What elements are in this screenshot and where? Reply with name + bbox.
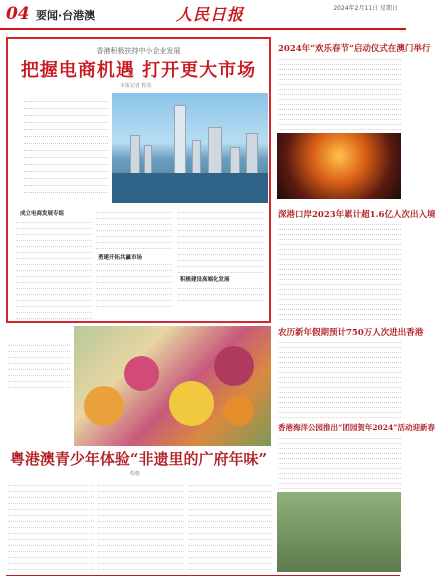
- story-ocean-park-headline[interactable]: 香港海洋公园推出“团园贺年2024”活动迎新春: [278, 423, 435, 432]
- article-kicker: 香港积极扶持中小企业发展: [96, 47, 181, 55]
- bottom-article-byline: 程俊: [130, 471, 141, 477]
- story-hk-holiday-headline[interactable]: 农历新年假期预计750万人次进出香港: [278, 328, 424, 338]
- article-column-2: [96, 207, 172, 307]
- newspaper-logo: 人民日报: [176, 5, 245, 24]
- flower-photo-caption: [8, 340, 70, 388]
- festival-stage-photo: [277, 133, 401, 199]
- flower-market-photo: [74, 326, 271, 446]
- article-byline: 本报记者 程英: [120, 83, 152, 89]
- masthead: [0, 0, 406, 30]
- article-column-3: [178, 207, 264, 301]
- story-macau-spring-festival-headline[interactable]: 2024年“欢乐春节”启动仪式在澳门举行: [278, 44, 431, 54]
- subhead-1: 成立电商发展专组: [20, 211, 65, 217]
- article-headline[interactable]: 把握电商机遇 打开更大市场: [20, 60, 257, 81]
- story-port-body: [278, 220, 401, 320]
- section-title: 要闻·台港澳: [36, 9, 96, 22]
- article-lede: [24, 95, 108, 193]
- story-macau-body: [278, 55, 401, 130]
- bottom-article-column-3: [188, 480, 272, 570]
- ocean-park-photo: [277, 492, 401, 572]
- page-number: 04: [6, 4, 30, 24]
- bottom-article-headline[interactable]: 粤港澳青少年体验“非遗里的广府年味”: [9, 450, 268, 468]
- story-shenzhen-hk-port-headline[interactable]: 深港口岸2023年累计超1.6亿人次出入境: [278, 210, 435, 220]
- subhead-2: 勇建开拓共赢市场: [98, 255, 143, 261]
- subhead-3: 积极建设高端化发展: [180, 277, 230, 283]
- hong-kong-skyline-photo: [112, 93, 268, 203]
- story-ocean-park-body: [278, 434, 401, 494]
- date-line: 2024年2月11日 星期日: [333, 5, 398, 12]
- bottom-article-column-2: [98, 480, 184, 570]
- featured-article[interactable]: [6, 37, 271, 323]
- article-column-1: [16, 217, 92, 319]
- story-holiday-body: [278, 338, 401, 418]
- page-footer-rule: [6, 575, 400, 576]
- bottom-article-column-1: [8, 480, 94, 570]
